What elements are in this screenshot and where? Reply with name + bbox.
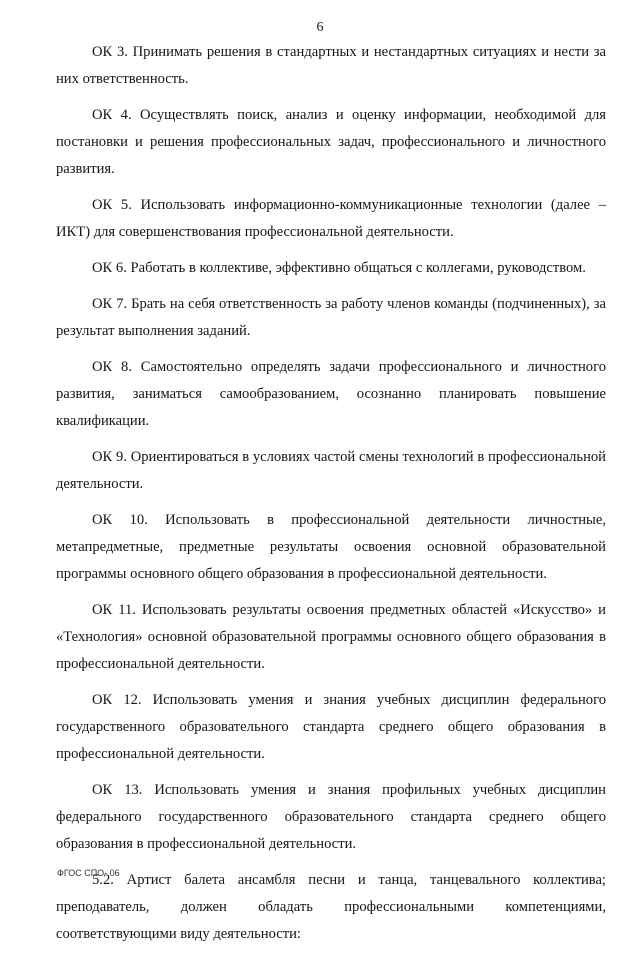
competency-ok7: ОК 7. Брать на себя ответственность за работу членов команды (подчиненных), за результат выполнения заданий.: [56, 296, 606, 339]
competency-ok11: ОК 11. Использовать результаты освоения предметных областей «Искусство» и «Технология» основной образовательной программы основного общего образования в профессиональной деятельности.: [56, 602, 606, 672]
page-number: 6: [316, 20, 324, 35]
competency-ok3: ОК 3. Принимать решения в стандартных и нестандартных ситуациях и нести за них ответственность.: [56, 44, 606, 87]
competency-ok4: ОК 4. Осуществлять поиск, анализ и оценку информации, необходимой для постановки и решения профессиональных задач, профессионального и личностного развития.: [56, 107, 606, 177]
competency-ok6: ОК 6. Работать в коллективе, эффективно общаться с коллегами, руководством.: [92, 260, 586, 276]
footer-code: ФГОС СПО- 06: [57, 868, 120, 878]
competency-ok13: ОК 13. Использовать умения и знания профильных учебных дисциплин федерального государственного образовательного стандарта среднего общего образования в профессиональной деятельности.: [56, 782, 606, 852]
competency-ok5: ОК 5. Использовать информационно-коммуникационные технологии (далее – ИКТ) для совершенствования профессиональной деятельности.: [56, 197, 606, 240]
competency-ok8: ОК 8. Самостоятельно определять задачи профессионального и личностного развития, заниматься самообразованием, осознанно планировать повышение квалификации.: [56, 359, 606, 429]
competency-ok12: ОК 12. Использовать умения и знания учебных дисциплин федерального государственного образовательного стандарта среднего общего образования в профессиональной деятельности.: [56, 692, 606, 762]
competency-ok9: ОК 9. Ориентироваться в условиях частой смены технологий в профессиональной деятельности.: [56, 449, 606, 492]
section-5-2: 5.2. Артист балета ансамбля песни и танца, танцевального коллектива; преподаватель, должен обладать профессиональными компетенциями, соответствующими виду деятельности:: [56, 872, 606, 942]
competency-ok10: ОК 10. Использовать в профессиональной деятельности личностные, метапредметные, предметные результаты освоения основной образовательной программы основного общего образования в профессиональной деятельности.: [56, 512, 606, 582]
document-body: [56, 39, 606, 957]
